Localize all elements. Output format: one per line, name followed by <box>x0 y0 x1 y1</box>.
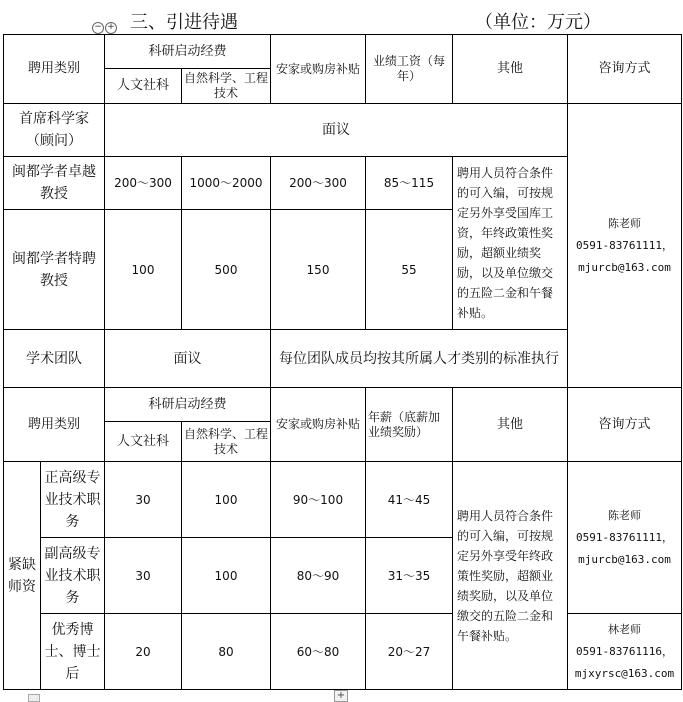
contact-cell-1 <box>568 104 682 388</box>
header-category: 聘用类别 <box>4 35 105 104</box>
contact-phone: 0591-83761111， <box>575 238 674 252</box>
row-phd-natural: 80 <box>182 614 271 690</box>
row-senior-natural: 100 <box>182 462 271 538</box>
table-resize-handle-icon[interactable] <box>28 694 40 702</box>
row-phd-salary: 20～27 <box>366 614 453 690</box>
header2-housing: 安家或购房补贴 <box>271 388 366 462</box>
header2-research-fund: 科研启动经费 <box>105 388 271 422</box>
row-senior-housing: 90～100 <box>271 462 366 538</box>
header-housing: 安家或购房补贴 <box>271 35 366 104</box>
row-special-natural: 500 <box>182 210 271 330</box>
row-senior-label: 正高级专业技术职务 <box>41 462 105 538</box>
row-team-note: 每位团队成员均按其所属人才类别的标准执行 <box>271 330 568 388</box>
header2-category: 聘用类别 <box>4 388 105 462</box>
contact3-email[interactable]: mjxyrsc@163.com <box>574 666 675 680</box>
section-title: 三、引进待遇 <box>130 12 238 33</box>
contact-cell-3 <box>568 614 682 690</box>
row-senior-humanities: 30 <box>105 462 182 538</box>
header-salary: 业绩工资（每年） <box>366 35 453 104</box>
benefits-table <box>3 34 682 690</box>
row-special-housing: 150 <box>271 210 366 330</box>
row-team-negotiable: 面议 <box>105 330 271 388</box>
row-special-label: 闽都学者特聘教授 <box>4 210 105 330</box>
row1-other-text: 聘用人员符合条件的可入编，可按规定另外享受国库工资，年终政策性奖励，超额业绩奖励，以及单位缴交的五险二金和午餐补贴。 <box>453 157 568 330</box>
contact3-name: 林老师 <box>608 622 641 636</box>
contact-name: 陈老师 <box>608 216 641 230</box>
collapse-minus-icon[interactable]: − <box>92 22 104 34</box>
row-phd-humanities: 20 <box>105 614 182 690</box>
header-natural: 自然科学、工程技术 <box>182 69 271 104</box>
row-chief-negotiable: 面议 <box>105 104 568 157</box>
row-phd-housing: 60～80 <box>271 614 366 690</box>
row-phd-label: 优秀博士、博士后 <box>41 614 105 690</box>
row-excellent-natural: 1000～2000 <box>182 157 271 210</box>
row-group-label: 紧缺师资 <box>4 462 41 690</box>
contact2-email[interactable]: mjurcb@163.com <box>578 552 671 566</box>
row-excellent-housing: 200～300 <box>271 157 366 210</box>
row-excellent-salary: 85～115 <box>366 157 453 210</box>
contact3-phone: 0591-83761116， <box>575 644 674 658</box>
contact2-name: 陈老师 <box>608 508 641 522</box>
row-special-humanities: 100 <box>105 210 182 330</box>
expand-plus-icon[interactable]: + <box>105 22 117 34</box>
row-special-salary: 55 <box>366 210 453 330</box>
row-deputy-natural: 100 <box>182 538 271 614</box>
row-deputy-label: 副高级专业技术职务 <box>41 538 105 614</box>
contact2-phone: 0591-83761111， <box>575 530 674 544</box>
header-humanities: 人文社科 <box>105 69 182 104</box>
header2-contact: 咨询方式 <box>568 388 682 462</box>
add-column-plus-icon[interactable]: + <box>334 690 348 702</box>
header-contact: 咨询方式 <box>568 35 682 104</box>
header2-other: 其他 <box>453 388 568 462</box>
contact-email[interactable]: mjurcb@163.com <box>578 260 671 274</box>
row-chief-label: 首席科学家（顾问） <box>4 104 105 157</box>
contact-cell-2 <box>568 462 682 614</box>
header2-humanities: 人文社科 <box>105 422 182 462</box>
header2-natural: 自然科学、工程技术 <box>182 422 271 462</box>
row-excellent-label: 闽都学者卓越教授 <box>4 157 105 210</box>
header2-salary: 年薪（底薪加业绩奖励） <box>366 388 453 462</box>
row-deputy-humanities: 30 <box>105 538 182 614</box>
row-excellent-humanities: 200～300 <box>105 157 182 210</box>
header-other: 其他 <box>453 35 568 104</box>
unit-label: （单位：万元） <box>475 12 601 33</box>
row-deputy-housing: 80～90 <box>271 538 366 614</box>
row-deputy-salary: 31～35 <box>366 538 453 614</box>
row-senior-salary: 41～45 <box>366 462 453 538</box>
row-team-label: 学术团队 <box>4 330 105 388</box>
header-research-fund: 科研启动经费 <box>105 35 271 69</box>
row2-other-text: 聘用人员符合条件的可入编，可按规定另外享受年终政策性奖励，超额业绩奖励，以及单位缴交的五险二金和午餐补贴。 <box>453 462 568 690</box>
